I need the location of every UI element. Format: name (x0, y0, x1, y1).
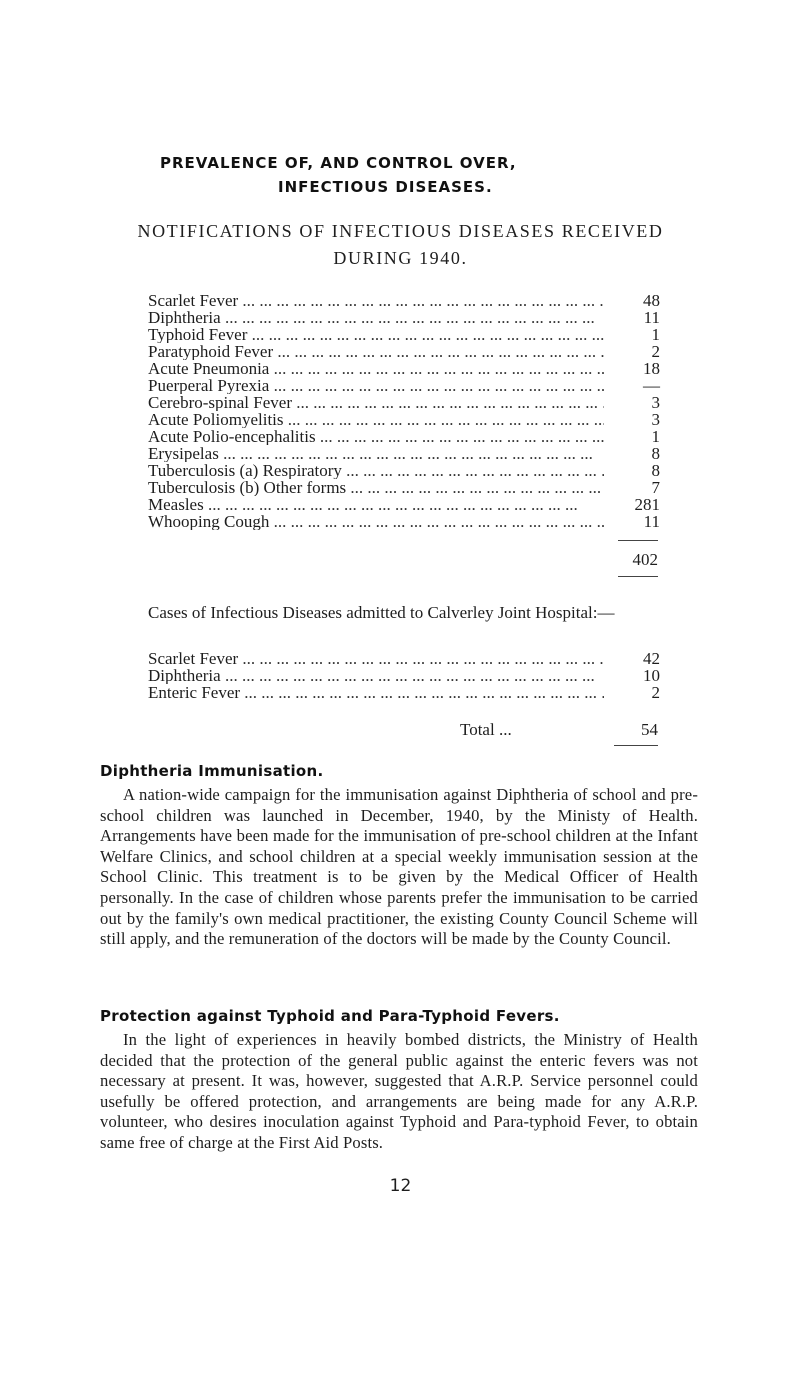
notifications-title-line2: DURING 1940. (333, 248, 468, 268)
hospital-table (148, 650, 660, 701)
case-count: 2 (651, 342, 660, 361)
case-count: 3 (651, 393, 660, 412)
diphtheria-heading: Diphtheria Immunisation. (100, 762, 324, 780)
case-count: 48 (643, 291, 660, 310)
notifications-total: 402 (632, 550, 658, 569)
disease-name: Typhoid Fever ... . (148, 326, 604, 343)
case-count: 42 (643, 649, 660, 668)
disease-name: Scarlet Fever ... . (148, 292, 604, 309)
disease-name: Acute Poliomyelitis ... . (148, 411, 604, 428)
disease-name: Acute Polio-encephalitis ... . (148, 428, 604, 445)
case-count: 10 (643, 666, 660, 685)
case-count: 8 (651, 444, 660, 463)
hospital-row (148, 650, 660, 667)
typhoid-body: In the light of experiences in heavily bombed districts, the Ministry of Health decided that the protection of the general public against the enteric fevers was not necessary at present. It was, however, suggested that A.R.P. Service personnel could usefully be offered protection, and arrangements are being made for any A.R.P. volunteer, who desires inoculation against Typhoid and Para-typhoid Fever, to obtain same free of charge at the First Aid Posts. (100, 1030, 698, 1152)
notification-row (148, 445, 660, 462)
disease-name: Puerperal Pyrexia ... . (148, 377, 604, 394)
case-count: 281 (634, 495, 660, 514)
diphtheria-body: A nation-wide campaign for the immunisation against Diphtheria of school and pre-school children was launched in December, 1940, by the Ministy of Health. Arrangements have been made for the immunisation of pre-school children at the Infant Welfare Clinics, and school children at a special weekly immunisation session at the School Clinic. This treatment is to be given by the Medical Officer of Health personally. In the case of children whose parents prefer the immunisation to be carried out by the family's own medical practitioner, the existing County Council Scheme will still apply, and the remuneration of the doctors will be made by the County Council. (100, 785, 698, 949)
disease-name: Acute Pneumonia ... . (148, 360, 604, 377)
notification-row (148, 479, 660, 496)
notifications-table (148, 292, 660, 530)
notification-row (148, 513, 660, 530)
hospital-row (148, 667, 660, 684)
main-heading-line1: PREVALENCE OF, AND CONTROL OVER, (160, 154, 517, 172)
page-number: 12 (389, 1176, 412, 1196)
case-count: 8 (651, 461, 660, 480)
disease-name: Cerebro-spinal Fever ... . (148, 394, 604, 411)
diphtheria-paragraph (100, 785, 698, 950)
disease-name: Diphtheria ... . (148, 309, 604, 326)
disease-name: Tuberculosis (a) Respiratory ... . (148, 462, 604, 479)
case-count: 18 (643, 359, 660, 378)
typhoid-heading: Protection against Typhoid and Para-Typhoid Fevers. (100, 1007, 560, 1025)
hospital-total: 54 (641, 720, 658, 739)
hospital-row (148, 684, 660, 701)
case-count: 1 (651, 325, 660, 344)
case-count: 11 (643, 512, 660, 531)
disease-name: Whooping Cough ... . (148, 513, 604, 530)
main-heading-line2: INFECTIOUS DISEASES. (278, 178, 493, 196)
typhoid-paragraph (100, 1030, 698, 1154)
notification-row (148, 496, 660, 513)
case-count: 2 (651, 683, 660, 702)
hospital-total-label: Total ... (460, 720, 512, 739)
disease-name: Scarlet Fever ... . (148, 650, 604, 667)
total-rule-bottom (618, 576, 658, 577)
notification-row (148, 360, 660, 377)
hospital-intro (100, 603, 690, 623)
disease-name: Paratyphoid Fever ... . (148, 343, 604, 360)
hospital-intro-text: Cases of Infectious Diseases admitted to Calverley Joint Hospital:— (148, 603, 615, 622)
notification-row (148, 394, 660, 411)
notification-row (148, 377, 660, 394)
case-count: 11 (643, 308, 660, 327)
notification-row (148, 428, 660, 445)
notifications-title-line1: NOTIFICATIONS OF INFECTIOUS DISEASES RECEIVED (137, 221, 664, 241)
notification-row (148, 292, 660, 309)
disease-name: Measles ... . (148, 496, 604, 513)
case-count: 1 (651, 427, 660, 446)
hospital-total-rule (614, 745, 658, 746)
total-rule-top (618, 540, 658, 541)
notification-row (148, 309, 660, 326)
disease-name: Diphtheria ... . (148, 667, 604, 684)
disease-name: Erysipelas ... . (148, 445, 604, 462)
notification-row (148, 343, 660, 360)
case-count: 3 (651, 410, 660, 429)
disease-name: Tuberculosis (b) Other forms ... . (148, 479, 604, 496)
notification-row (148, 326, 660, 343)
disease-name: Enteric Fever ... . (148, 684, 604, 701)
case-count: — (643, 376, 660, 395)
notification-row (148, 411, 660, 428)
notification-row (148, 462, 660, 479)
case-count: 7 (651, 478, 660, 497)
